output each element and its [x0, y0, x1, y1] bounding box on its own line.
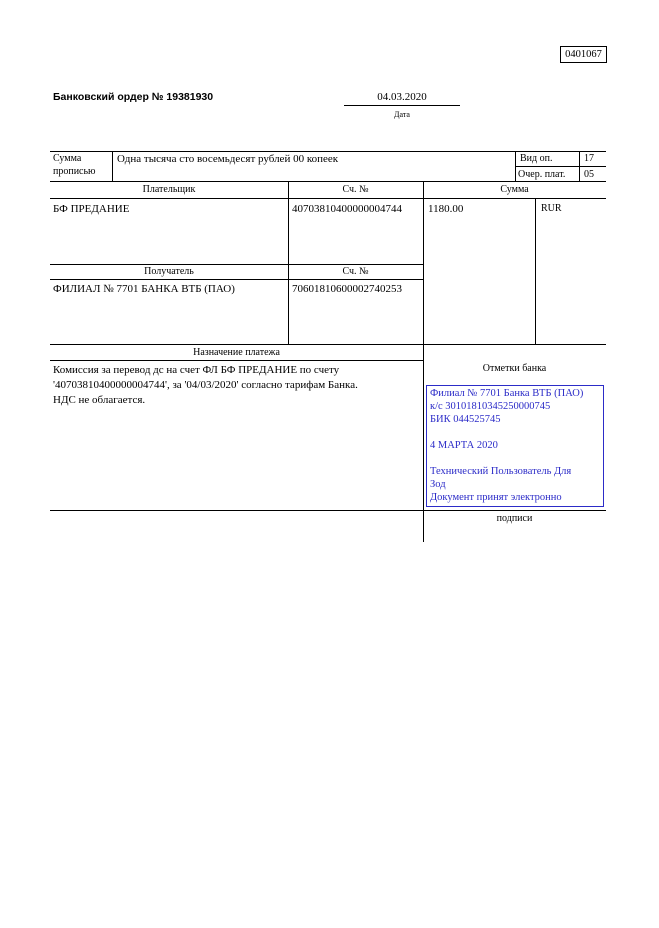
amount-words-label-1: Сумма [53, 153, 82, 164]
purpose-line: Комиссия за перевод дс на счет ФЛ БФ ПРЕДАНИЕ по счету [53, 364, 340, 376]
amount-words-label-2: прописью [53, 166, 96, 177]
rule-recipient-top [50, 264, 423, 265]
payment-priority-value: 05 [584, 169, 594, 180]
bank-marks-header: Отметки банка [482, 363, 547, 374]
payment-priority-label: Очер. плат. [518, 169, 566, 180]
stamp-bik: БИК 044525745 [430, 414, 501, 425]
stamp-corr-account: к/с 30101810345250000745 [430, 401, 551, 412]
payer-account: 40703810400000004744 [292, 203, 402, 215]
stamp-branch: Филиал № 7701 Банка ВТБ (ПАО) [430, 388, 584, 399]
rule-main-right-sep [423, 181, 424, 542]
stamp-accepted: Документ принят электронно [430, 492, 562, 503]
document-title: Банковский ордер № 19381930 [53, 91, 214, 103]
rule-name-account-sep [288, 181, 289, 344]
stamp-user: Технический Пользователь Для [430, 466, 572, 477]
purpose-line: '40703810400000004744', за '04/03/2020' согласно тарифам Банка. [53, 379, 358, 391]
recipient-name: ФИЛИАЛ № 7701 БАНКА ВТБ (ПАО) [53, 283, 235, 295]
form-code: 0401067 [560, 46, 607, 63]
rule-recipient-bottom [50, 279, 423, 280]
purpose-text [53, 363, 358, 408]
recipient-account: 70601810600002740253 [292, 283, 402, 295]
recipient-account-header: Сч. № [342, 266, 369, 277]
stamp-user-cont: Зод [430, 479, 446, 490]
rule-amount-label-sep [112, 151, 113, 181]
operation-type-label: Вид оп. [520, 153, 553, 164]
rule-sum-currency-sep [535, 198, 536, 344]
payer-account-header: Сч. № [342, 184, 369, 195]
document-date: 04.03.2020 [377, 91, 427, 103]
date-caption: Дата [394, 110, 410, 119]
rule-op-mid [515, 166, 606, 167]
payer-header: Плательщик [142, 184, 196, 195]
rule-amount-top [50, 151, 606, 152]
purpose-header: Назначение платежа [193, 347, 280, 358]
rule-bottom [50, 510, 606, 511]
payer-name: БФ ПРЕДАНИЕ [53, 203, 130, 215]
date-underline [344, 105, 460, 106]
sum-value: 1180.00 [428, 203, 464, 215]
operation-type-value: 17 [584, 153, 594, 164]
amount-words-value: Одна тысяча сто восемьдесят рублей 00 копеек [117, 153, 339, 165]
rule-purpose-header-bottom [50, 360, 423, 361]
sum-header: Сумма [500, 184, 529, 195]
recipient-header: Получатель [144, 266, 194, 277]
bank-stamp [426, 385, 604, 507]
purpose-line: НДС не облагается. [53, 394, 146, 406]
stamp-date: 4 МАРТА 2020 [430, 440, 498, 451]
sum-currency: RUR [541, 203, 562, 214]
rule-purpose-top [50, 344, 606, 345]
signatures-label: подписи [496, 513, 533, 524]
rule-header-top [50, 181, 606, 182]
rule-header-bottom [50, 198, 606, 199]
